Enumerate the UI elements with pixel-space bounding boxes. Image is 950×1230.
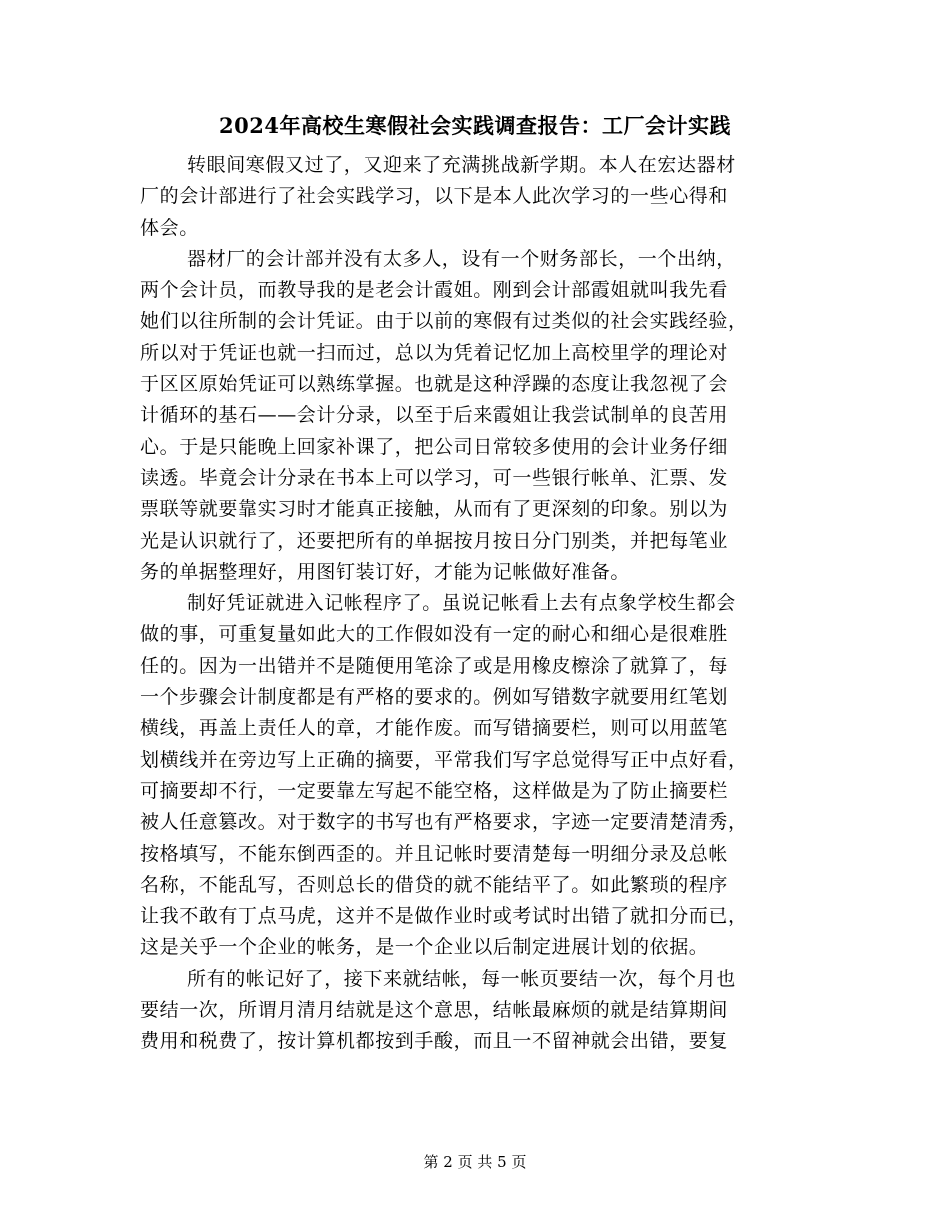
text-line: 要结一次，所谓月清月结就是这个意思，结帐最麻烦的就是结算期间 <box>140 999 729 1022</box>
text-line: 按格填写，不能东倒西歪的。并且记帐时要清楚每一明细分录及总帐 <box>140 842 729 865</box>
text-line: 所有的帐记好了，接下来就结帐，每一帐页要结一次，每个月也 <box>187 967 736 990</box>
document-body <box>140 150 800 1058</box>
text-line: 心。于是只能晚上回家补课了，把公司日常较多使用的会计业务仔细 <box>140 435 729 458</box>
text-line: 转眼间寒假又过了，又迎来了充满挑战新学期。本人在宏达器材 <box>187 154 736 176</box>
text-line: 两个会计员，而教导我的是老会计霞姐。刚到会计部霞姐就叫我先看 <box>140 279 729 302</box>
text-line: 器材厂的会计部并没有太多人，设有一个财务部长，一个出纳， <box>187 247 736 270</box>
text-line: 被人任意篡改。对于数字的书写也有严格要求，字迹一定要清楚清秀， <box>140 811 748 834</box>
text-line: 所以对于凭证也就一扫而过，总以为凭着记忆加上高校里学的理论对 <box>140 341 729 364</box>
text-line: 费用和税费了，按计算机都按到手酸，而且一不留神就会出错，要复 <box>140 1030 729 1053</box>
text-line: 于区区原始凭证可以熟练掌握。也就是这种浮躁的态度让我忽视了会 <box>140 373 729 396</box>
text-line: 可摘要却不行，一定要靠左写起不能空格，这样做是为了防止摘要栏 <box>140 779 729 802</box>
paragraph-1 <box>140 150 800 244</box>
text-line: 一个步骤会计制度都是有严格的要求的。例如写错数字就要用红笔划 <box>140 686 729 709</box>
paragraph-4 <box>140 964 800 1058</box>
paragraph-2 <box>140 244 800 588</box>
text-line: 她们以往所制的会计凭证。由于以前的寒假有过类似的社会实践经验， <box>140 310 748 333</box>
text-line: 让我不敢有丁点马虎，这并不是做作业时或考试时出错了就扣分而已， <box>140 905 748 928</box>
paragraph-3 <box>140 588 800 964</box>
page-number-footer: 第 2 页 共 5 页 <box>423 1153 527 1171</box>
document-title: 2024年高校生寒假社会实践调查报告：工厂会计实践 <box>219 113 731 138</box>
text-line: 务的单据整理好，用图钉装订好，才能为记帐做好准备。 <box>140 560 631 583</box>
text-line: 做的事，可重复量如此大的工作假如没有一定的耐心和细心是很难胜 <box>140 623 729 646</box>
text-line: 体会。 <box>140 216 199 239</box>
text-line: 读透。毕竟会计分录在书本上可以学习，可一些银行帐单、汇票、发 <box>140 466 729 489</box>
text-line: 任的。因为一出错并不是随便用笔涂了或是用橡皮檫涂了就算了，每 <box>140 654 729 677</box>
text-line: 制好凭证就进入记帐程序了。虽说记帐看上去有点象学校生都会 <box>187 592 736 615</box>
text-line: 厂的会计部进行了社会实践学习，以下是本人此次学习的一些心得和 <box>140 185 729 208</box>
text-line: 划横线并在旁边写上正确的摘要，平常我们写字总觉得写正中点好看， <box>140 748 748 771</box>
text-line: 这是关乎一个企业的帐务，是一个企业以后制定进展计划的依据。 <box>140 936 709 959</box>
text-line: 横线，再盖上责任人的章，才能作废。而写错摘要栏，则可以用蓝笔 <box>140 717 729 740</box>
text-line: 名称，不能乱写，否则总长的借贷的就不能结平了。如此繁琐的程序 <box>140 873 729 896</box>
text-line: 光是认识就行了，还要把所有的单据按月按日分门别类，并把每笔业 <box>140 529 729 552</box>
text-line: 计循环的基石——会计分录，以至于后来霞姐让我尝试制单的良苦用 <box>140 404 729 427</box>
text-line: 票联等就要靠实习时才能真正接触，从而有了更深刻的印象。别以为 <box>140 498 729 521</box>
